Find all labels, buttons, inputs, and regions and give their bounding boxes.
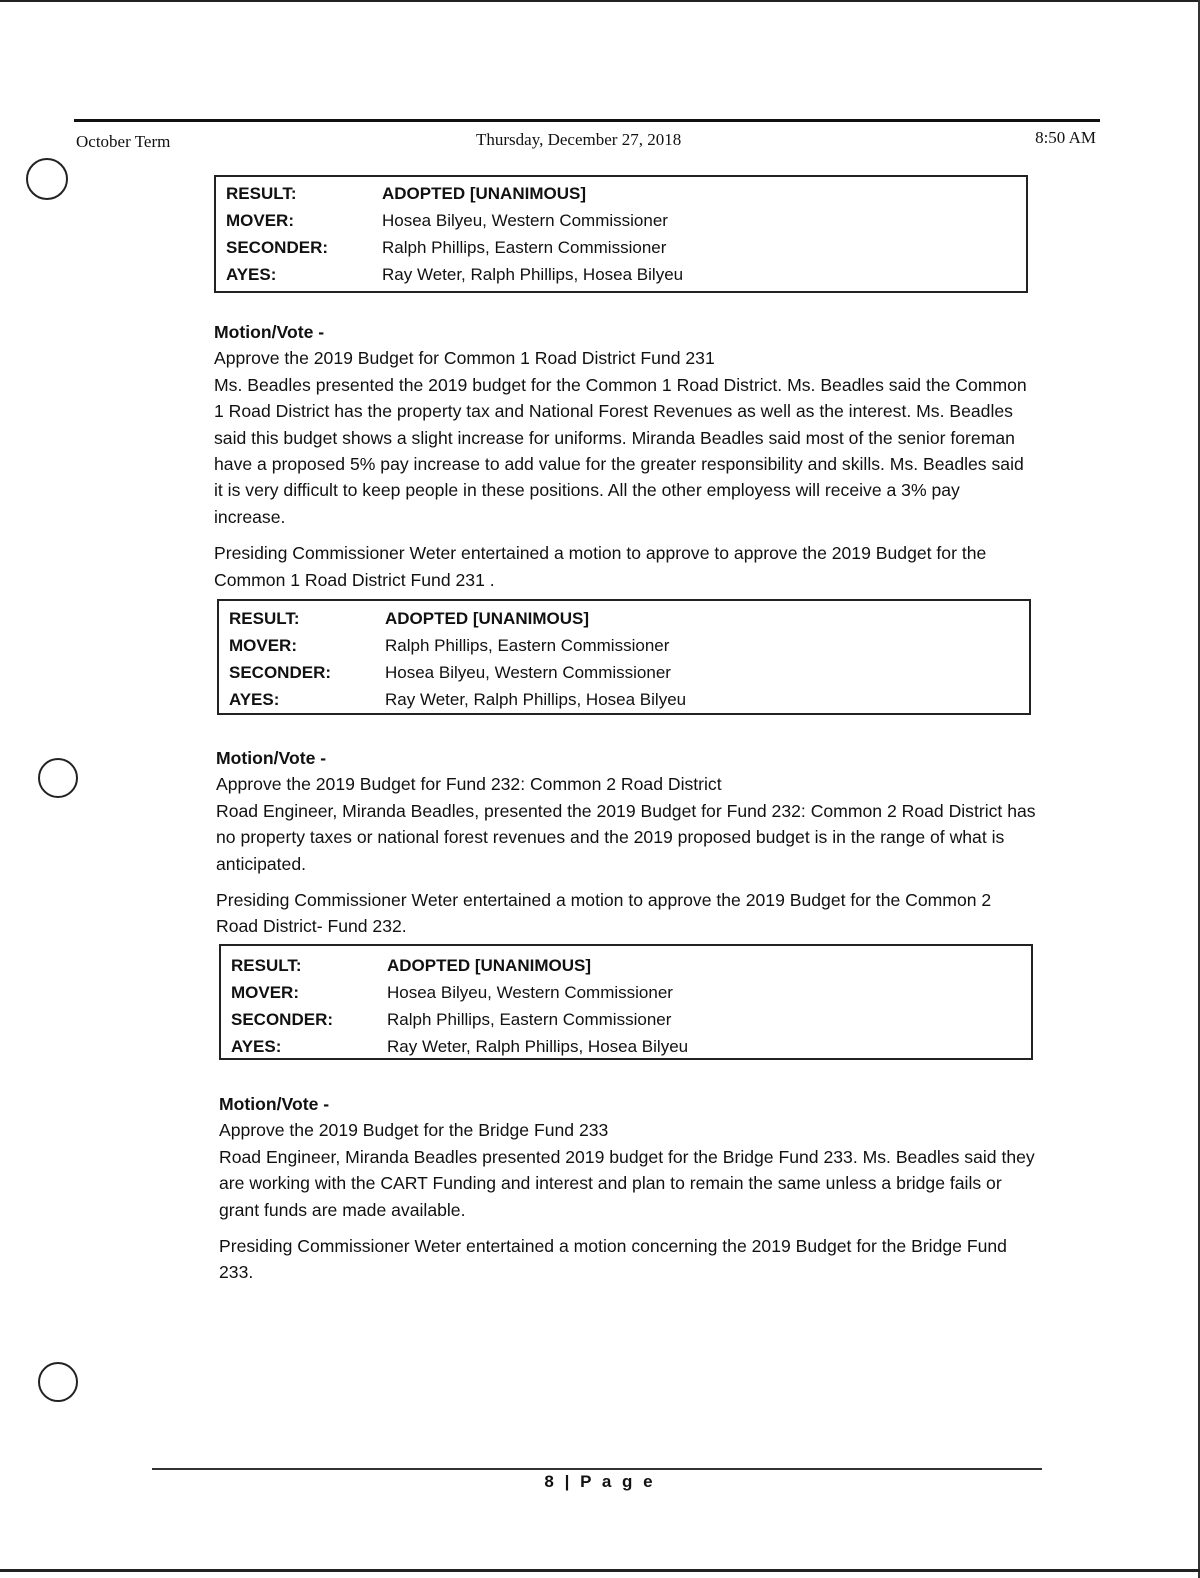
vote-label: MOVER: [226,211,294,230]
vote-row-seconder [216,234,1026,261]
motion-statement: Presiding Commissioner Weter entertained a motion to approve the 2019 Budget for the Common 2 Road District- Fund 232. [216,890,992,937]
vote-row-ayes [216,261,1026,288]
vote-value: Ray Weter, Ralph Phillips, Hosea Bilyeu [382,265,684,284]
motion-section [216,745,1036,940]
vote-row-mover [216,207,1026,234]
vote-row-result [216,180,1026,207]
motion-heading: Motion/Vote - [214,322,325,342]
motion-title: Approve the 2019 Budget for Common 1 Road District Fund 231 [214,348,715,369]
vote-value: Ray Weter, Ralph Phillips, Hosea Bilyeu [387,1037,689,1056]
vote-value: Ray Weter, Ralph Phillips, Hosea Bilyeu [385,690,687,709]
vote-label: MOVER: [229,636,297,655]
motion-title: Approve the 2019 Budget for the Bridge Fund 233 [219,1120,609,1141]
vote-label: RESULT: [229,609,300,628]
motion-body: Road Engineer, Miranda Beadles presented 2019 budget for the Bridge Fund 233. Ms. Beadles said they are working with the CART Funding and interest and plan to remain the same unless a bridge fails or grant funds are made available. [219,1146,1035,1220]
vote-value: Hosea Bilyeu, Western Commissioner [385,663,671,682]
vote-label: AYES: [229,690,280,709]
punch-hole-icon [38,758,78,798]
motion-heading: Motion/Vote - [216,748,327,768]
vote-row-result [219,605,1029,632]
vote-label: RESULT: [231,956,302,975]
vote-row-result [221,952,1031,979]
vote-value: Ralph Phillips, Eastern Commissioner [382,238,667,257]
vote-label: SECONDER: [231,1010,334,1029]
vote-result-box [219,944,1033,1060]
vote-row-seconder [221,1006,1031,1033]
motion-heading: Motion/Vote - [219,1094,330,1114]
page-frame-bottom [0,1569,1200,1572]
vote-row-ayes [219,686,1029,713]
vote-row-mover [219,632,1029,659]
motion-statement: Presiding Commissioner Weter entertained a motion to approve to approve the 2019 Budget for the Common 1 Road District Fund 231 . [214,543,987,590]
vote-row-ayes [221,1033,1031,1060]
motion-title: Approve the 2019 Budget for Fund 232: Common 2 Road District [216,774,722,795]
page-header [74,128,1098,154]
vote-value: ADOPTED [UNANIMOUS] [387,956,591,975]
vote-result-box [214,175,1028,293]
punch-hole-icon [38,1362,78,1402]
vote-result-box [217,599,1031,715]
vote-value: Hosea Bilyeu, Western Commissioner [387,983,673,1002]
header-rule [74,119,1100,122]
motion-section [219,1091,1039,1286]
vote-label: RESULT: [226,184,297,203]
motion-section [214,319,1034,593]
vote-label: SECONDER: [229,663,332,682]
vote-value: ADOPTED [UNANIMOUS] [385,609,589,628]
vote-label: AYES: [231,1037,282,1056]
vote-row-seconder [219,659,1029,686]
vote-value: Ralph Phillips, Eastern Commissioner [385,636,670,655]
motion-statement: Presiding Commissioner Weter entertained a motion concerning the 2019 Budget for the Bridge Fund 233. [219,1236,1007,1283]
header-term: October Term [76,132,171,151]
vote-label: MOVER: [231,983,299,1002]
header-time: 8:50 AM [1035,128,1096,147]
page-frame-top [0,0,1200,2]
motion-body: Road Engineer, Miranda Beadles, presented the 2019 Budget for Fund 232: Common 2 Road District has no property taxes or national forest revenues and the 2019 proposed budget is in the range of what is anticipated. [216,800,1036,874]
vote-row-mover [221,979,1031,1006]
footer-rule [152,1468,1042,1470]
header-date: Thursday, December 27, 2018 [476,130,682,149]
vote-value: Ralph Phillips, Eastern Commissioner [387,1010,672,1029]
vote-value: ADOPTED [UNANIMOUS] [382,184,586,203]
page-number: 8 | P a g e [544,1472,656,1491]
motion-body: Ms. Beadles presented the 2019 budget for the Common 1 Road District. Ms. Beadles said the Common 1 Road District has the property tax and National Forest Revenues as well as the interest. Ms. Beadles said this budget shows a slight increase for uniforms. Miranda Beadles said most of the senior foreman have a proposed 5% pay increase to add value for the greater responsibility and skills. Ms. Beadles said it is very difficult to keep people in these positions. All the other employess will receive a 3% pay increase. [214,374,1027,527]
vote-label: SECONDER: [226,238,329,257]
punch-hole-icon [26,158,68,200]
vote-label: AYES: [226,265,277,284]
vote-value: Hosea Bilyeu, Western Commissioner [382,211,668,230]
